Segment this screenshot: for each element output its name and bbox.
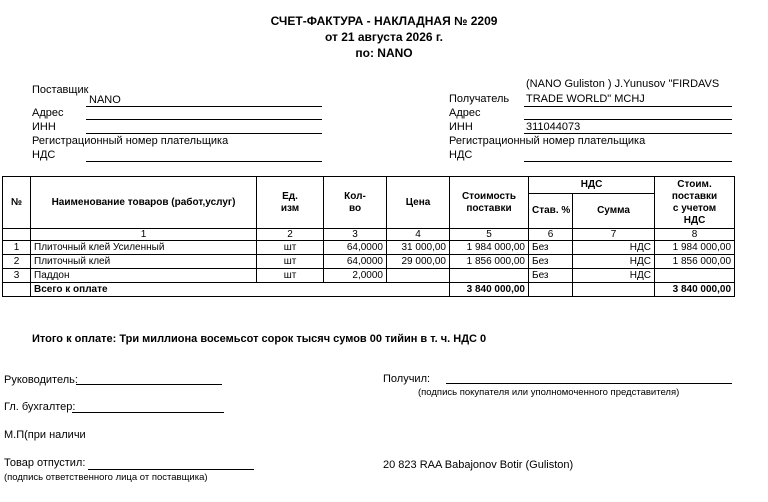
total-row-spacer — [3, 283, 31, 297]
recipient-inn-label: ИНН — [449, 121, 473, 133]
recipient-reg-label: Регистрационный номер плательщика — [449, 135, 646, 147]
row-num: 2 — [3, 255, 31, 269]
row-unit: шт — [257, 241, 324, 255]
stamp-label: М.П(при наличи — [4, 429, 86, 441]
recipient-vat-line — [524, 161, 732, 162]
recipient-address-label: Адрес — [449, 107, 481, 119]
col-vat-sum-header: Сумма — [573, 194, 655, 229]
total-cost: 3 840 000,00 — [450, 283, 529, 297]
col-num-header: № — [3, 177, 31, 229]
items-table — [2, 176, 735, 297]
supplier-reg-label: Регистрационный номер плательщика — [32, 135, 229, 147]
row-vat-rate: Без — [529, 241, 573, 255]
row-total: 1 984 000,00 — [655, 241, 735, 255]
recipient-inn-value: 311044073 — [526, 121, 581, 133]
row-unit: шт — [257, 269, 324, 283]
row-cost: 1 856 000,00 — [450, 255, 529, 269]
row-vat-sum: НДС — [573, 241, 655, 255]
recipient-vat-label: НДС — [449, 149, 473, 161]
col-number-cell: 2 — [257, 229, 324, 241]
row-qty: 64,0000 — [324, 241, 387, 255]
col-number-cell: 3 — [324, 229, 387, 241]
document-title: СЧЕТ-ФАКТУРА - НАКЛАДНАЯ № 2209 — [270, 14, 498, 28]
row-vat-rate: Без — [529, 255, 573, 269]
row-price — [387, 269, 450, 283]
col-number-cell: 4 — [387, 229, 450, 241]
table-row — [3, 255, 735, 269]
recipient-inn-line — [524, 133, 732, 134]
recipient-underline — [524, 106, 732, 107]
supplier-label: Поставщик — [32, 84, 89, 96]
received-label: Получил: — [383, 373, 431, 385]
supplier-inn-line — [86, 133, 322, 134]
col-name-header: Наименование товаров (работ,услуг) — [31, 177, 257, 229]
row-vat-sum: НДС — [573, 269, 655, 283]
col-number-cell: 6 — [529, 229, 573, 241]
accountant-sign-line — [72, 412, 224, 413]
col-number-cell: 5 — [450, 229, 529, 241]
row-vat-sum: НДС — [573, 255, 655, 269]
row-num: 1 — [3, 241, 31, 255]
courier-text: 20 823 RAA Babajonov Botir (Guliston) — [383, 459, 574, 471]
row-total: 1 856 000,00 — [655, 255, 735, 269]
col-cost-header: Стоимость поставки — [450, 177, 529, 229]
col-number-cell: 1 — [31, 229, 257, 241]
row-name: Плиточный клей — [31, 255, 257, 269]
row-price: 29 000,00 — [387, 255, 450, 269]
row-total — [655, 269, 735, 283]
supplier-vat-line — [86, 161, 322, 162]
table-row — [3, 269, 735, 283]
table-row — [3, 241, 735, 255]
col-price-header: Цена — [387, 177, 450, 229]
col-number-cell: 8 — [655, 229, 735, 241]
col-total-header: Стоим. поставки с учетом НДС — [655, 177, 735, 229]
col-vat-rate-header: Став. % — [529, 194, 573, 229]
supplier-vat-label: НДС — [32, 149, 56, 161]
row-num: 3 — [3, 269, 31, 283]
total-vat-sum-empty — [573, 283, 655, 297]
received-sign-line — [446, 383, 732, 384]
released-label: Товар отпустил: — [4, 457, 86, 469]
col-vat-header: НДС — [529, 177, 655, 194]
supplier-underline — [86, 106, 322, 107]
supplier-inn-label: ИНН — [32, 121, 56, 133]
row-vat-rate: Без — [529, 269, 573, 283]
accountant-label: Гл. бухгалтер: — [4, 401, 76, 413]
supplier-address-label: Адрес — [32, 107, 64, 119]
total-sum: 3 840 000,00 — [655, 283, 735, 297]
summary-text: Итого к оплате: Три миллиона восемьсот сорок тысяч сумов 00 тийин в т. ч. НДС 0 — [32, 333, 487, 345]
received-note: (подпись покупателя или уполномоченного представителя) — [418, 387, 680, 398]
director-label: Руководитель: — [4, 374, 78, 386]
row-name: Паддон — [31, 269, 257, 283]
total-row — [3, 283, 735, 297]
recipient-label: Получатель — [449, 93, 510, 105]
recipient-address-line — [524, 119, 732, 120]
recipient-value-line2: TRADE WORLD" MCHJ — [526, 93, 645, 105]
col-number-cell — [3, 229, 31, 241]
row-cost: 1 984 000,00 — [450, 241, 529, 255]
col-number-cell: 7 — [573, 229, 655, 241]
col-qty-header: Кол- во — [324, 177, 387, 229]
total-vat-rate-empty — [529, 283, 573, 297]
released-sign-line — [88, 469, 254, 470]
supplier-value: NANO — [89, 94, 121, 106]
row-qty: 64,0000 — [324, 255, 387, 269]
left-edge — [0, 0, 2, 502]
document-contract: по: NANO — [355, 46, 413, 60]
row-cost — [450, 269, 529, 283]
released-note: (подпись ответственного лица от поставщика) — [4, 472, 208, 483]
row-price: 31 000,00 — [387, 241, 450, 255]
document-date: от 21 августа 2026 г. — [324, 30, 444, 44]
row-name: Плиточный клей Усиленный — [31, 241, 257, 255]
row-qty: 2,0000 — [324, 269, 387, 283]
total-label: Всего к оплате — [31, 283, 450, 297]
col-unit-header: Ед. изм — [257, 177, 324, 229]
row-unit: шт — [257, 255, 324, 269]
recipient-value-line1: (NANO Guliston ) J.Yunusov "FIRDAVS — [526, 78, 720, 90]
director-sign-line — [76, 384, 222, 385]
supplier-address-line — [86, 119, 322, 120]
